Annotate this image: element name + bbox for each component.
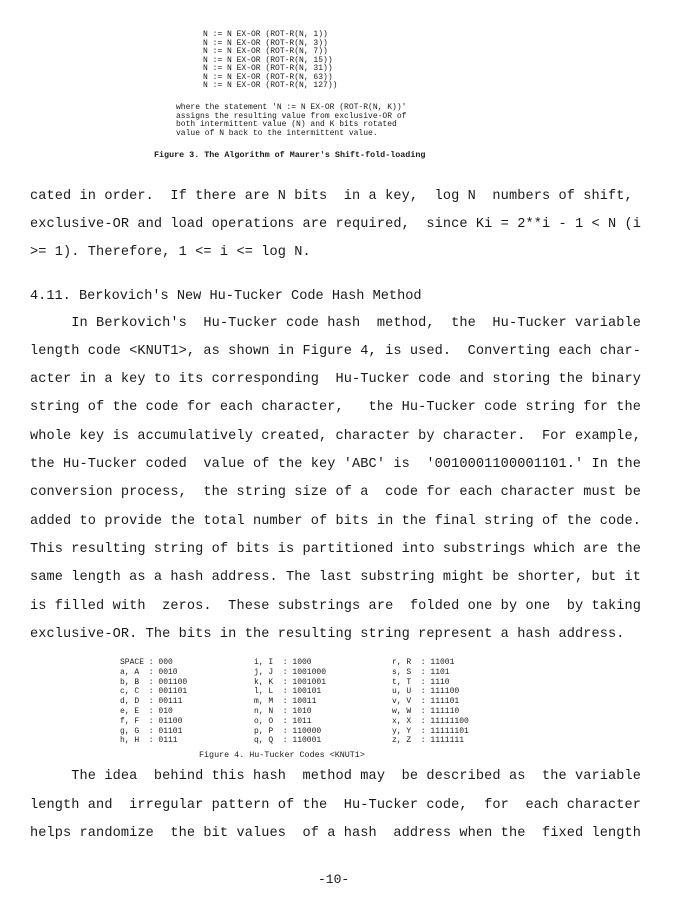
section-heading: 4.11. Berkovich's New Hu-Tucker Code Hash Method — [30, 289, 422, 304]
paragraph2-line: exclusive-OR. The bits in the resulting string represent a hash address. — [30, 627, 625, 642]
figure3-note: where the statement 'N := N EX-OR (ROT-R(N, K))' assigns the resulting value from exclusive-OR of both intermittent value (N) and K bits rotated value of N back to the intermittent value. — [176, 103, 407, 138]
figure3-caption: Figure 3. The Algorithm of Maurer's Shift-fold-loading — [154, 150, 426, 160]
paragraph3-line: length and irregular pattern of the Hu-Tucker code, for each character — [30, 798, 642, 813]
figure4-caption: Figure 4. Hu-Tucker Codes <KNUT1> — [199, 750, 365, 760]
paragraph2-line: same length as a hash address. The last substring might be shorter, but it — [30, 570, 642, 585]
paragraph2-line: whole key is accumulatively created, character by character. For example, — [30, 429, 642, 444]
paragraph3-line: helps randomize the bit values of a hash address when the fixed length — [30, 826, 642, 841]
hu-tucker-column-1: SPACE : 000 a, A : 0010 b, B : 001100 c, C : 001101 d, D : 00111 e, E : 010 f, F : 01100 g, G : 01101 h, H : 0111 — [120, 658, 188, 746]
paragraph3-line: The idea behind this hash method may be described as the variable — [30, 769, 642, 784]
paragraph2-line: This resulting string of bits is partitioned into substrings which are the — [30, 542, 642, 557]
paragraph2-line: the Hu-Tucker coded value of the key 'ABC' is '0010001100001101.' In the — [30, 457, 642, 472]
paragraph2-line: length code <KNUT1>, as shown in Figure 4, is used. Converting each char- — [30, 344, 642, 359]
hu-tucker-column-2: i, I : 1000 j, J : 1001000 k, K : 1001001 l, L : 100101 m, M : 10011 n, N : 1010 o, O : 1011 p, P : 110000 q, Q : 110001 — [254, 658, 327, 746]
paragraph2-line: acter in a key to its corresponding Hu-Tucker code and storing the binary — [30, 372, 642, 387]
paragraph2-line: conversion process, the string size of a code for each character must be — [30, 485, 642, 500]
paragraph2-line: is filled with zeros. These substrings are folded one by one by taking — [30, 599, 642, 614]
paragraph1-line: >= 1). Therefore, 1 <= i <= log N. — [30, 245, 311, 260]
paragraph2-line: string of the code for each character, the Hu-Tucker code string for the — [30, 400, 642, 415]
paragraph2-line: In Berkovich's Hu-Tucker code hash method, the Hu-Tucker variable — [30, 316, 642, 331]
paragraph1-line: cated in order. If there are N bits in a key, log N numbers of shift, — [30, 189, 633, 204]
figure3-algorithm: N := N EX-OR (ROT-R(N, 1)) N := N EX-OR (ROT-R(N, 3)) N := N EX-OR (ROT-R(N, 7)) N := N EX-OR (ROT-R(N, 15)) N := N EX-OR (ROT-R(N, 31)) N := N EX-OR (ROT-R(N, 63)) N := N EX-OR (ROT-R(N, 127)) — [203, 30, 338, 90]
page-number: -10- — [318, 872, 350, 887]
paragraph1-line: exclusive-OR and load operations are required, since Ki = 2**i - 1 < N (i — [30, 217, 642, 232]
hu-tucker-column-3: r, R : 11001 s, S : 1101 t, T : 1110 u, U : 111100 v, V : 111101 w, W : 111110 x, X : 11111100 y, Y : 11111101 z, Z : 1111111 — [392, 658, 469, 746]
paragraph2-line: added to provide the total number of bits in the final string of the code. — [30, 514, 642, 529]
